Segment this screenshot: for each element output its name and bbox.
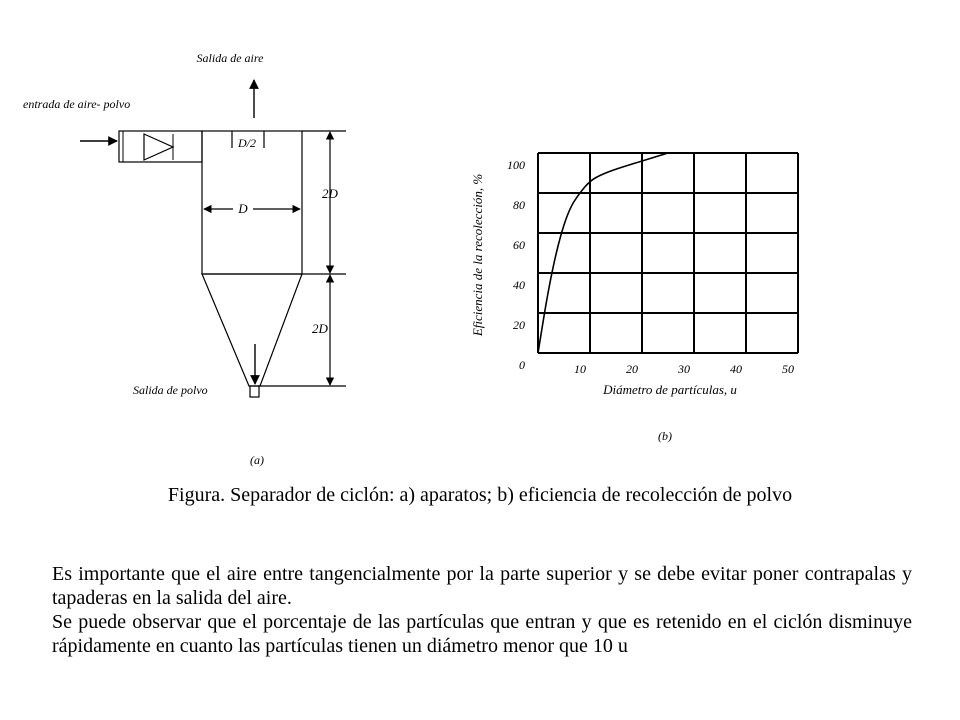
inlet-duct	[119, 131, 202, 162]
cyclone-cone	[202, 274, 302, 386]
diameter-label: D	[238, 201, 248, 216]
cylinder-height-label: 2D	[322, 186, 338, 201]
dust-outlet-label: Salida de polvo	[133, 383, 208, 397]
y-tick-label: 40	[513, 278, 525, 292]
y-tick-label: 100	[507, 158, 525, 172]
half-diameter-label: D/2	[238, 136, 256, 150]
efficiency-chart	[470, 153, 798, 443]
x-tick-label: 30	[678, 362, 690, 376]
dust-outlet	[250, 386, 259, 397]
inlet-vane	[144, 134, 173, 160]
efficiency-curve	[538, 153, 668, 353]
air-outlet-label: Salida de aire	[196, 51, 264, 65]
paragraph-1: Es importante que el aire entre tangencialmente por la parte superior y se debe evitar poner contrapalas y tapaderas en la salida del aire.	[52, 563, 912, 609]
y-tick-label: 80	[513, 198, 525, 212]
chart-ticks	[507, 158, 794, 376]
x-tick-label: 10	[574, 362, 586, 376]
y-axis-label: Eficiencia de la recolección, %	[470, 173, 485, 337]
chart-grid	[538, 153, 798, 353]
subfigure-b-label: (b)	[658, 429, 672, 443]
inlet-label: entrada de aire- polvo	[23, 97, 131, 111]
y-tick-label: 0	[519, 358, 525, 372]
cyclone-diagram	[23, 51, 346, 467]
body-text	[52, 562, 912, 658]
paragraph-2: Se puede observar que el porcentaje de las partículas que entran y que es retenido en el ciclón disminuye rápidamente en cuanto las partículas tienen un diámetro menor que 10 u	[52, 611, 912, 657]
cone-height-label: 2D	[312, 321, 328, 336]
x-axis-label: Diámetro de partículas, u	[603, 382, 737, 397]
figure-caption: Figura. Separador de ciclón: a) aparatos; b) eficiencia de recolección de polvo	[167, 484, 793, 506]
x-tick-label: 50	[782, 362, 794, 376]
y-tick-label: 60	[513, 238, 525, 252]
x-tick-label: 20	[626, 362, 638, 376]
subfigure-a-label: (a)	[250, 453, 264, 467]
x-tick-label: 40	[730, 362, 742, 376]
y-tick-label: 20	[513, 318, 525, 332]
